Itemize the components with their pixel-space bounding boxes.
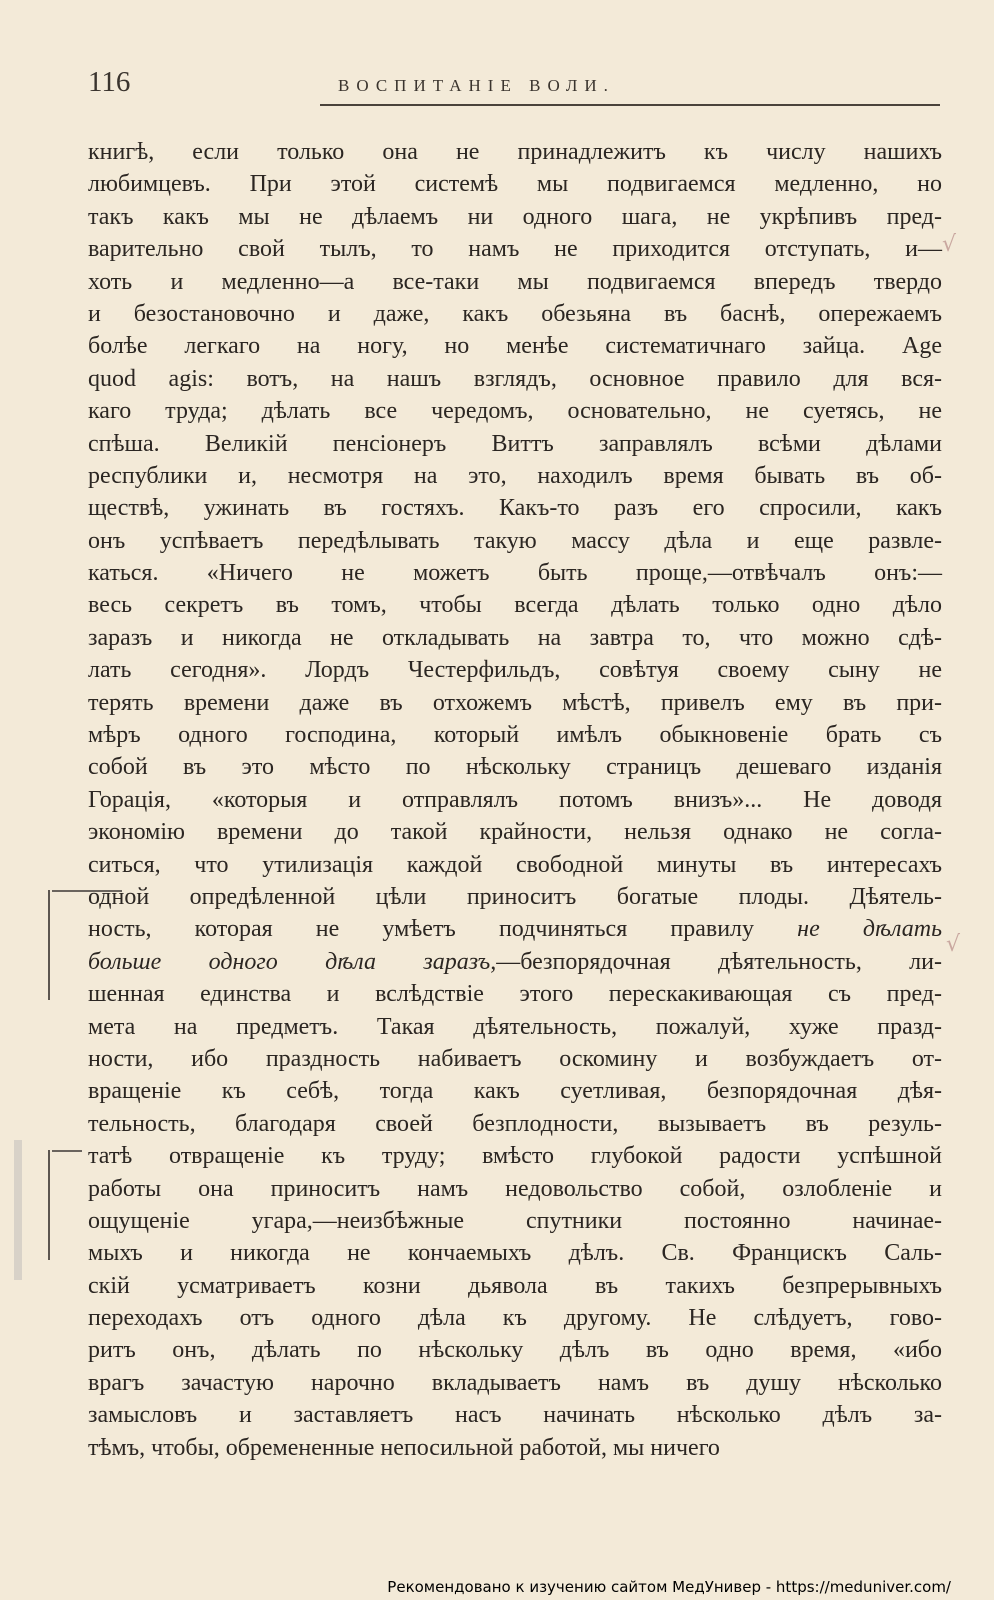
text-line: шенная единства и вслѣдствіе этого перескакивающая съ пред- xyxy=(88,981,942,1008)
page-number: 116 xyxy=(88,66,131,98)
text-line: заразъ и никогда не откладывать на завтра то, что можно сдѣ- xyxy=(88,624,942,651)
line-text: —безпорядочная дѣятельность, ли- xyxy=(496,948,942,975)
text-line: ности, ибо праздность набиваетъ оскомину и возбуждаетъ от- xyxy=(88,1045,942,1072)
margin-checkmark: √ xyxy=(942,232,957,257)
header-rule xyxy=(320,104,940,106)
text-line: каться. «Ничего не можетъ быть проще,—отвѣчалъ онъ:— xyxy=(88,560,942,587)
pencil-margin-line xyxy=(48,890,50,1000)
text-line: республики и, несмотря на это, находилъ время бывать въ об- xyxy=(88,462,942,489)
text-line: переходахъ отъ одного дѣла къ другому. Не слѣдуетъ, гово- xyxy=(88,1305,942,1332)
text-line: болѣе легкаго на ногу, но менѣе систематичнаго зайца. Age xyxy=(88,333,942,360)
text-line: вращеніе къ себѣ, тогда какъ суетливая, безпорядочная дѣя- xyxy=(88,1078,942,1105)
emphasis-phrase: больше одного дѣла заразъ, xyxy=(88,948,497,975)
text-line: лать сегодня». Лордъ Честерфильдъ, совѣтуя своему сыну не xyxy=(88,657,942,684)
text-line: варительно свой тылъ, то намъ не приходится отступать, и— xyxy=(88,236,942,263)
text-line: онъ успѣваетъ передѣлывать такую массу дѣла и еще развле- xyxy=(88,527,942,554)
page-header xyxy=(88,66,940,106)
text-line: тельность, благодаря своей безплодности, вызываетъ въ резуль- xyxy=(88,1110,942,1137)
text-line: экономію времени до такой крайности, нельзя однако не согла- xyxy=(88,819,942,846)
text-line: тѣмъ, чтобы, обремененные непосильной работой, мы ничего xyxy=(88,1434,720,1461)
text-line: мета на предметъ. Такая дѣятельность, пожалуй, хуже празд- xyxy=(88,1013,942,1040)
text-line: терять времени даже въ отхожемъ мѣстѣ, привелъ ему въ при- xyxy=(88,689,942,716)
footer-recommendation: Рекомендовано к изучению сайтом МедУнивер - https://meduniver.com/ xyxy=(387,1578,951,1596)
text-line: скій усматриваетъ козни дьявола въ такихъ безпрерывныхъ xyxy=(88,1272,942,1299)
margin-checkmark: √ xyxy=(946,932,961,957)
text-line: каго труда; дѣлать все чередомъ, основательно, не суетясь, не xyxy=(88,398,942,425)
text-line: ощущеніе угара,—неизбѣжные спутники постоянно начинае- xyxy=(88,1207,942,1234)
text-line: ществѣ, ужинать въ гостяхъ. Какъ-то разъ его спросили, какъ xyxy=(88,495,942,522)
text-line xyxy=(88,946,942,978)
text-line: мѣръ одного господина, который имѣлъ обыкновеніе брать съ xyxy=(88,722,942,749)
text-line: мыхъ и никогда не кончаемыхъ дѣлъ. Св. Францискъ Саль- xyxy=(88,1240,942,1267)
emphasis-phrase: не дѣлать xyxy=(797,916,942,943)
text-line: Горація, «которыя и отправлялъ потомъ внизъ»... Не доводя xyxy=(88,786,942,813)
text-line: татѣ отвращеніе къ труду; вмѣсто глубокой радости успѣшной xyxy=(88,1143,942,1170)
text-line xyxy=(88,913,942,945)
text-line: замысловъ и заставляетъ насъ начинать нѣсколько дѣлъ за- xyxy=(88,1402,942,1429)
text-line: ситься, что утилизація каждой свободной минуты въ интересахъ xyxy=(88,851,942,878)
page-edge-stain xyxy=(14,1140,22,1280)
text-line: собой въ это мѣсто по нѣскольку страницъ дешеваго изданія xyxy=(88,754,942,781)
body-text xyxy=(88,136,942,1464)
line-text: ность, которая не умѣетъ подчиняться правилу xyxy=(88,916,755,943)
text-line: работы она приноситъ намъ недовольство собой, озлобленіе и xyxy=(88,1175,942,1202)
text-line: и безостановочно и даже, какъ обезьяна въ баснѣ, опережаемъ xyxy=(88,300,942,327)
pencil-underline xyxy=(52,890,122,892)
text-line: любимцевъ. При этой системѣ мы подвигаемся медленно, но xyxy=(88,171,942,198)
text-line: весь секретъ въ томъ, чтобы всегда дѣлать только одно дѣло xyxy=(88,592,942,619)
running-title: ВОСПИТАНІЕ ВОЛИ. xyxy=(338,76,615,95)
text-line: ритъ онъ, дѣлать по нѣскольку дѣлъ въ одно время, «ибо xyxy=(88,1337,942,1364)
text-line: спѣша. Великій пенсіонеръ Виттъ заправлялъ всѣми дѣлами xyxy=(88,430,942,457)
pencil-margin-line xyxy=(48,1150,50,1260)
text-line: врагъ зачастую нарочно вкладываетъ намъ въ душу нѣсколько xyxy=(88,1369,942,1396)
text-line: одной опредѣленной цѣли приноситъ богатые плоды. Дѣятель- xyxy=(88,883,942,910)
text-line: такъ какъ мы не дѣлаемъ ни одного шага, не укрѣпивъ пред- xyxy=(88,203,942,230)
text-line: quod agis: вотъ, на нашъ взглядъ, основное правило для вся- xyxy=(88,365,942,392)
text-line: хоть и медленно—а все-таки мы подвигаемся впередъ твердо xyxy=(88,268,942,295)
text-line: книгѣ, если только она не принадлежитъ къ числу нашихъ xyxy=(88,139,942,165)
pencil-underline xyxy=(52,1150,82,1152)
